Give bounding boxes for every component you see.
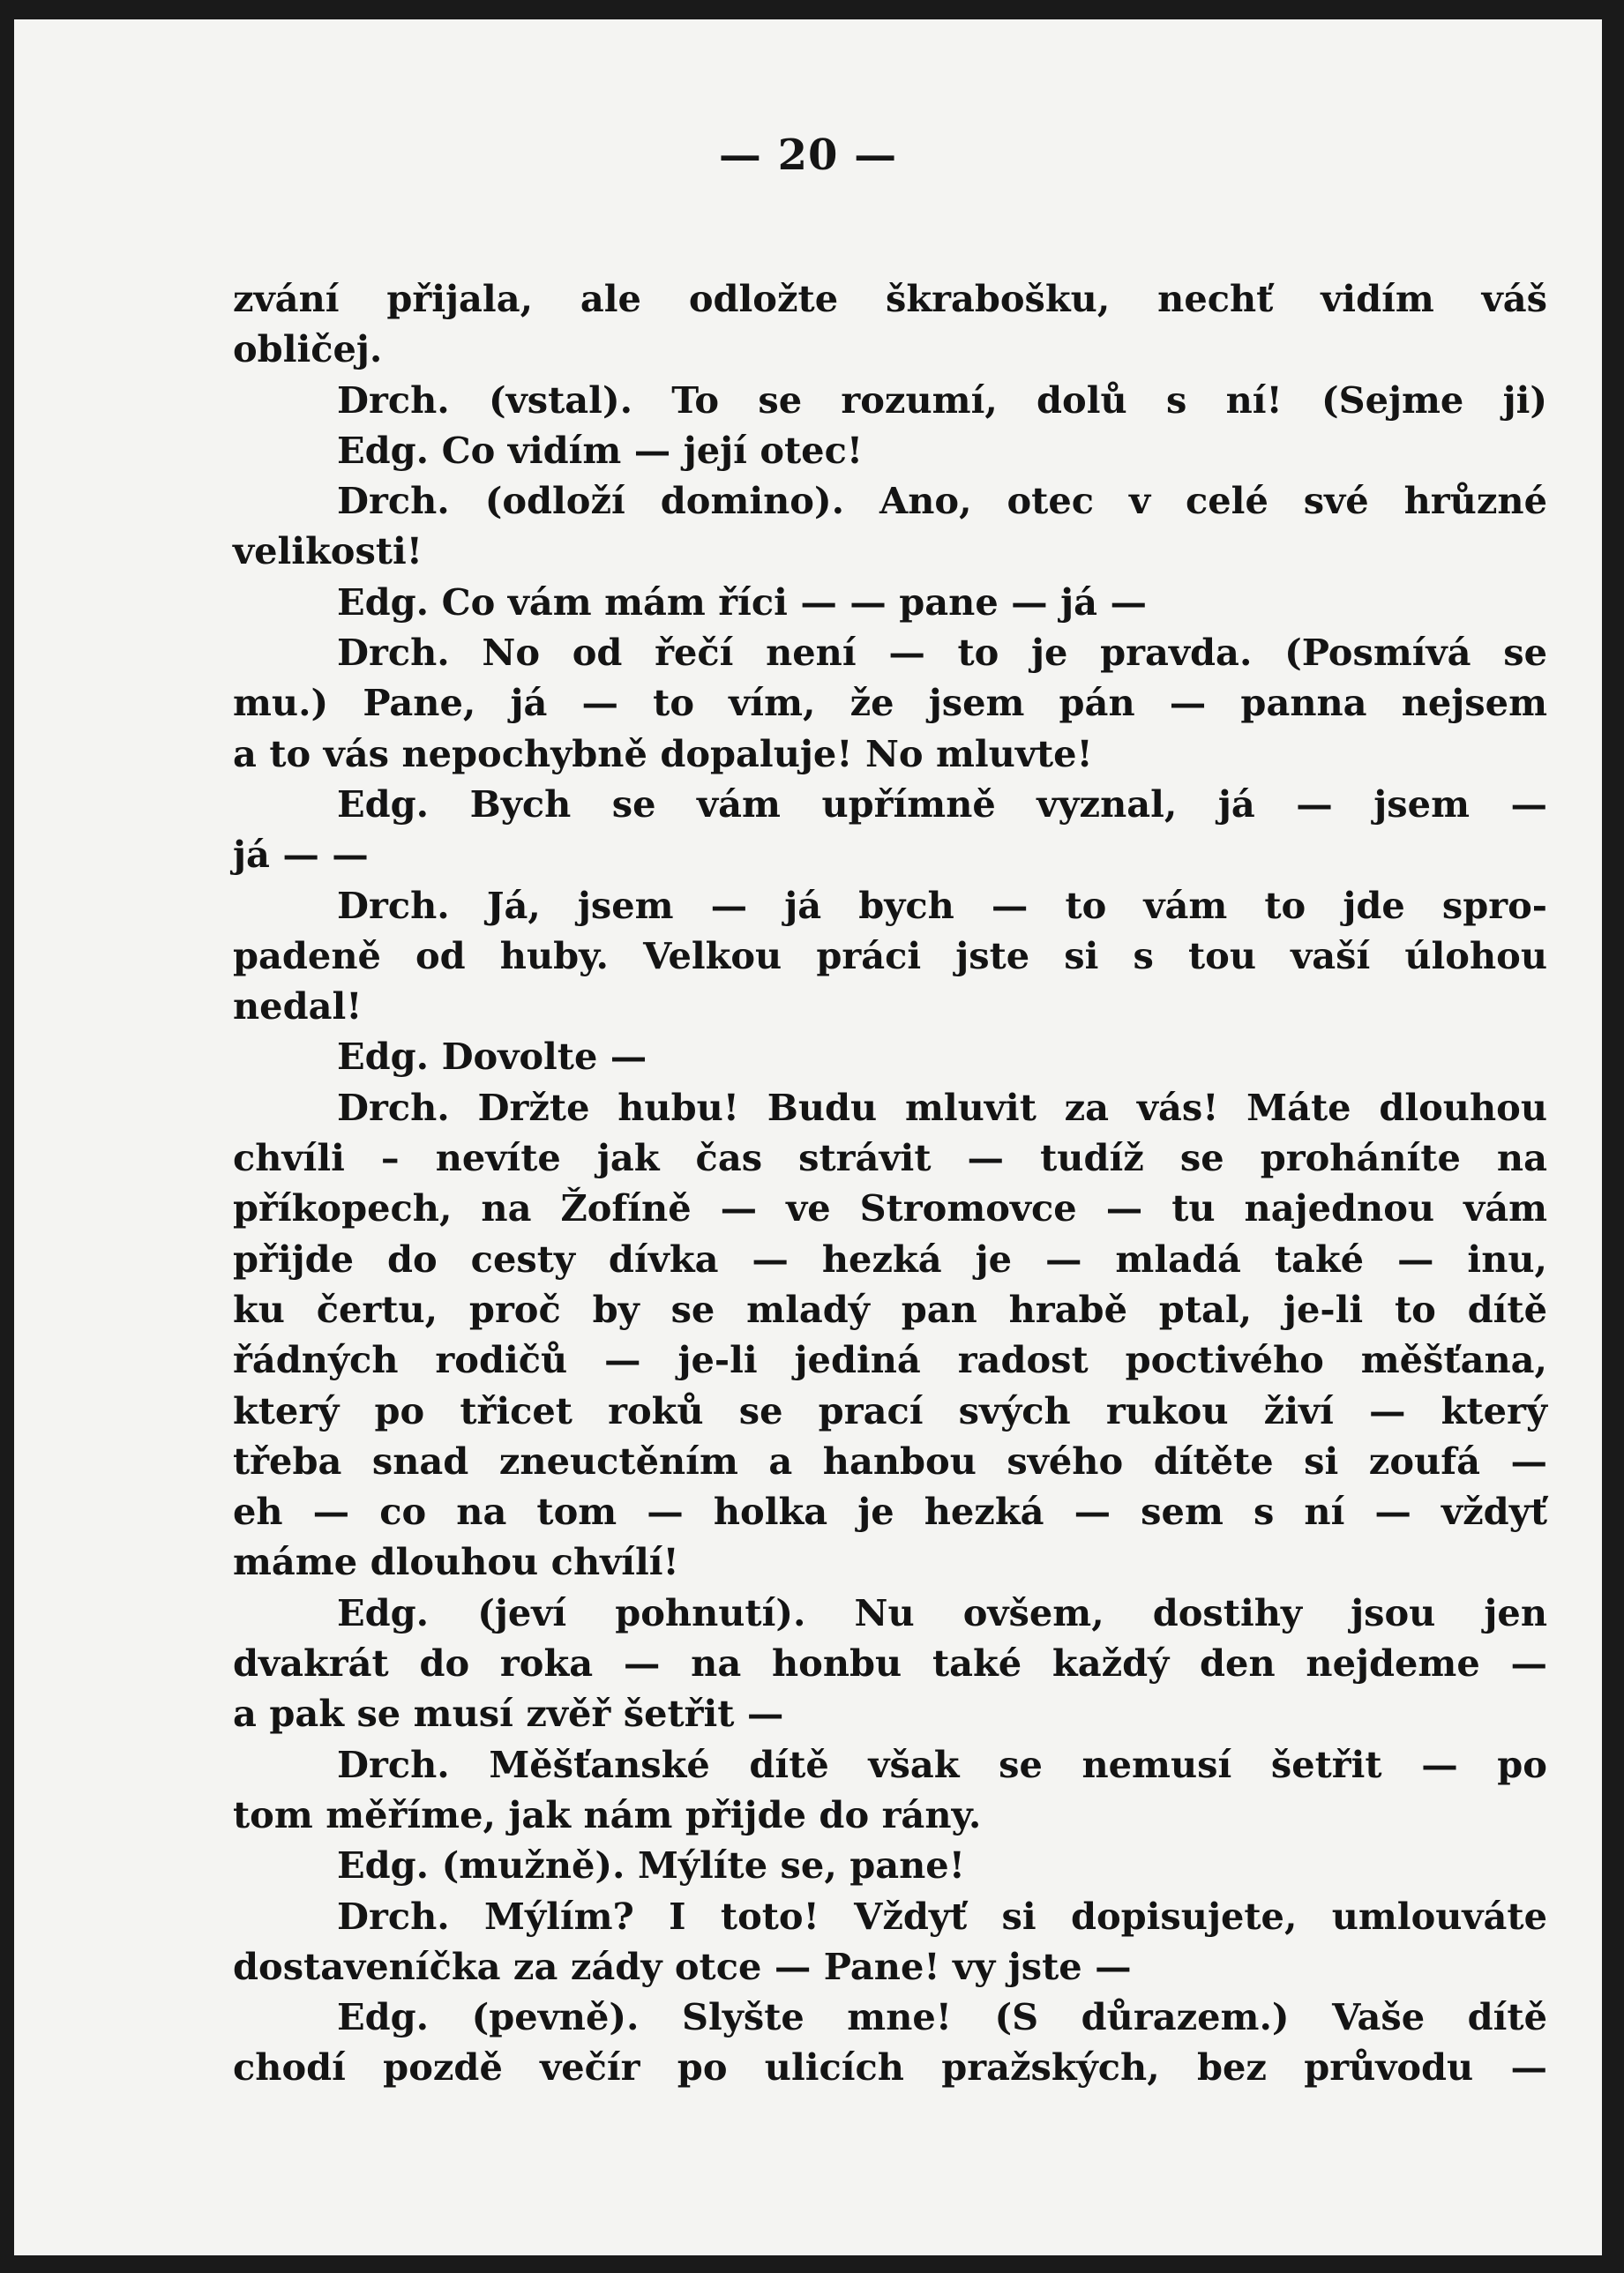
text-line: řádných rodičů — je-li jediná radost poctivého měšťana, bbox=[233, 1338, 1547, 1382]
text-line: dvakrát do roka — na honbu také každý den nejdeme — bbox=[233, 1641, 1547, 1686]
text-line: mu.) Pane, já — to vím, že jsem pán — panna nejsem bbox=[233, 681, 1547, 725]
text-line: nedal! bbox=[233, 984, 363, 1028]
text-line: padeně od huby. Velkou práci jste si s tou vaší úlohou bbox=[233, 933, 1547, 977]
text-line: Edg. Co vidím — její otec! bbox=[337, 428, 864, 472]
text-line: Drch. (vstal). To se rozumí, dolů s ní! (Sejme ji) bbox=[337, 378, 1547, 422]
book-page bbox=[14, 19, 1602, 2255]
text-line: tom měříme, jak nám přijde do rány. bbox=[233, 1792, 982, 1836]
text-line: přijde do cesty dívka — hezká je — mladá také — inu, bbox=[233, 1237, 1547, 1281]
text-line: Edg. (pevně). Slyšte mne! (S důrazem.) Vaše dítě bbox=[337, 1995, 1547, 2039]
text-line: ku čertu, proč by se mladý pan hrabě ptal, je-li to dítě bbox=[233, 1287, 1547, 1331]
text-line: Drch. No od řečí není — to je pravda. (Posmívá se bbox=[337, 631, 1547, 675]
text-line: dostaveníčka za zády otce — Pane! vy jste — bbox=[233, 1944, 1132, 1988]
text-line: máme dlouhou chvílí! bbox=[233, 1540, 679, 1584]
text-line: já — — bbox=[233, 833, 369, 877]
text-line: který po třicet roků se prací svých rukou živí — který bbox=[233, 1388, 1547, 1432]
text-line: příkopech, na Žofíně — ve Stromovce — tu najednou vám bbox=[233, 1186, 1547, 1230]
text-line: Edg. (jeví pohnutí). Nu ovšem, dostihy jsou jen bbox=[337, 1590, 1547, 1634]
text-line: Drch. Měšťanské dítě však se nemusí šetřit — po bbox=[337, 1742, 1547, 1786]
text-line: Drch. (odloží domino). Ano, otec v celé své hrůzné bbox=[337, 479, 1547, 523]
text-line: Edg. Co vám mám říci — — pane — já — bbox=[337, 579, 1147, 624]
text-line: Drch. Držte hubu! Budu mluvit za vás! Máte dlouhou bbox=[337, 1085, 1547, 1129]
text-line: zvání přijala, ale odložte škrabošku, nechť vidím váš bbox=[233, 277, 1547, 320]
text-line: Edg. Bych se vám upřímně vyznal, já — jsem — bbox=[337, 781, 1547, 826]
text-line: obličej. bbox=[233, 327, 383, 371]
text-line: Edg. (mužně). Mýlíte se, pane! bbox=[337, 1843, 965, 1888]
text-line: Drch. Mýlím? I toto! Vždyť si dopisujete, umlouváte bbox=[337, 1894, 1547, 1938]
text-line: třeba snad zneuctěním a hanbou svého dítěte si zoufá — bbox=[233, 1439, 1547, 1483]
text-line: Edg. Dovolte — bbox=[337, 1035, 647, 1079]
body-text bbox=[233, 273, 1547, 2093]
page-number: — 20 — bbox=[718, 131, 898, 180]
text-line: chvíli – nevíte jak čas strávit — tudíž se proháníte na bbox=[233, 1136, 1547, 1180]
text-line: eh — co na tom — holka je hezká — sem s ní — vždyť bbox=[233, 1490, 1547, 1534]
text-line: velikosti! bbox=[233, 529, 423, 573]
text-line: Drch. Já, jsem — já bych — to vám to jde spro- bbox=[337, 883, 1547, 927]
text-line: a to vás nepochybně dopaluje! No mluvte! bbox=[233, 731, 1093, 775]
text-line: chodí pozdě večír po ulicích pražských, bez průvodu — bbox=[233, 2045, 1547, 2090]
text-line: a pak se musí zvěř šetřit — bbox=[233, 1692, 784, 1736]
